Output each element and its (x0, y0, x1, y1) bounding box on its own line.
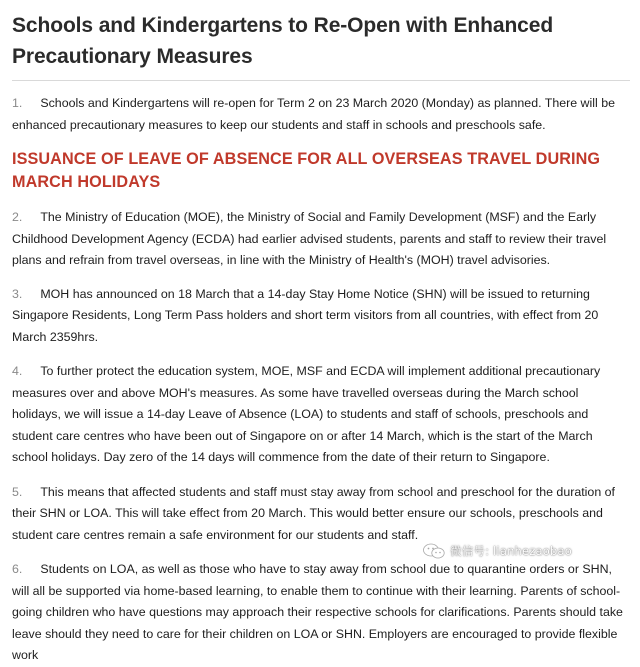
paragraph-3 (12, 284, 630, 349)
watermark (423, 543, 572, 559)
article (12, 0, 630, 667)
paragraph-number: 1. (12, 96, 23, 110)
paragraph-text: The Ministry of Education (MOE), the Ministry of Social and Family Development (MSF) and the Early Childhood Development Agency (ECDA) had earlier advised students, parents and staff to review their travel plans and refrain from travel overseas, in line with the Ministry of Health's (MOH) travel advisories. (12, 210, 607, 267)
paragraph-6 (12, 559, 630, 667)
paragraph-number: 6. (12, 562, 23, 576)
paragraph-4 (12, 361, 630, 469)
paragraph-1 (12, 93, 630, 136)
watermark-text: 微信号: lianhezaobao (450, 544, 573, 558)
paragraph-text: MOH has announced on 18 March that a 14-day Stay Home Notice (SHN) will be issued to returning Singapore Residents, Long Term Pass holders and short term visitors from all countries, with effect from 20 March 2359hrs. (12, 286, 599, 344)
section-heading: ISSUANCE OF LEAVE OF ABSENCE FOR ALL OVERSEAS TRAVEL DURING MARCH HOLIDAYS (12, 150, 601, 191)
wechat-icon (423, 543, 445, 559)
paragraph-number: 4. (12, 364, 23, 378)
title-divider (12, 80, 630, 81)
article-title: Schools and Kindergartens to Re-Open with Enhanced Precautionary Measures (12, 14, 554, 68)
paragraph-5 (12, 482, 630, 547)
paragraph-2 (12, 207, 630, 272)
paragraph-text: This means that affected students and staff must stay away from school and preschool for the duration of their SHN or LOA. This will take effect from 20 March. This would better ensure our schools, preschools and student care centres remain a safe environment for our students and staff. (12, 484, 615, 542)
paragraph-text: Schools and Kindergartens will re-open for Term 2 on 23 March 2020 (Monday) as planned. There will be enhanced precautionary measures to keep our students and staff in schools and preschools safe. (12, 96, 615, 132)
paragraph-number: 2. (12, 210, 23, 224)
paragraph-number: 5. (12, 484, 23, 499)
paragraph-text: To further protect the education system, MOE, MSF and ECDA will implement additional precautionary measures over and above MOH's measures. As some have travelled overseas during the March school holidays, we will issue a 14-day Leave of Absence (LOA) to students and staff of schools, preschools and student care centres who have been out of Singapore on or after 14 March, which is the start of the March school holidays. Day zero of the 14 days will commence from the date of their return to Singapore. (12, 364, 601, 464)
paragraph-number: 3. (12, 286, 23, 301)
paragraph-text: Students on LOA, as well as those who have to stay away from school due to quarantine orders or SHN, will all be supported via home-based learning, to enable them to continue with their learning. Parents of school-going children who have questions may approach their respective schools for clarifications. Parents should take leave should they need to care for their children on LOA or SHN. Employers are encouraged to provide flexible work (12, 562, 623, 662)
